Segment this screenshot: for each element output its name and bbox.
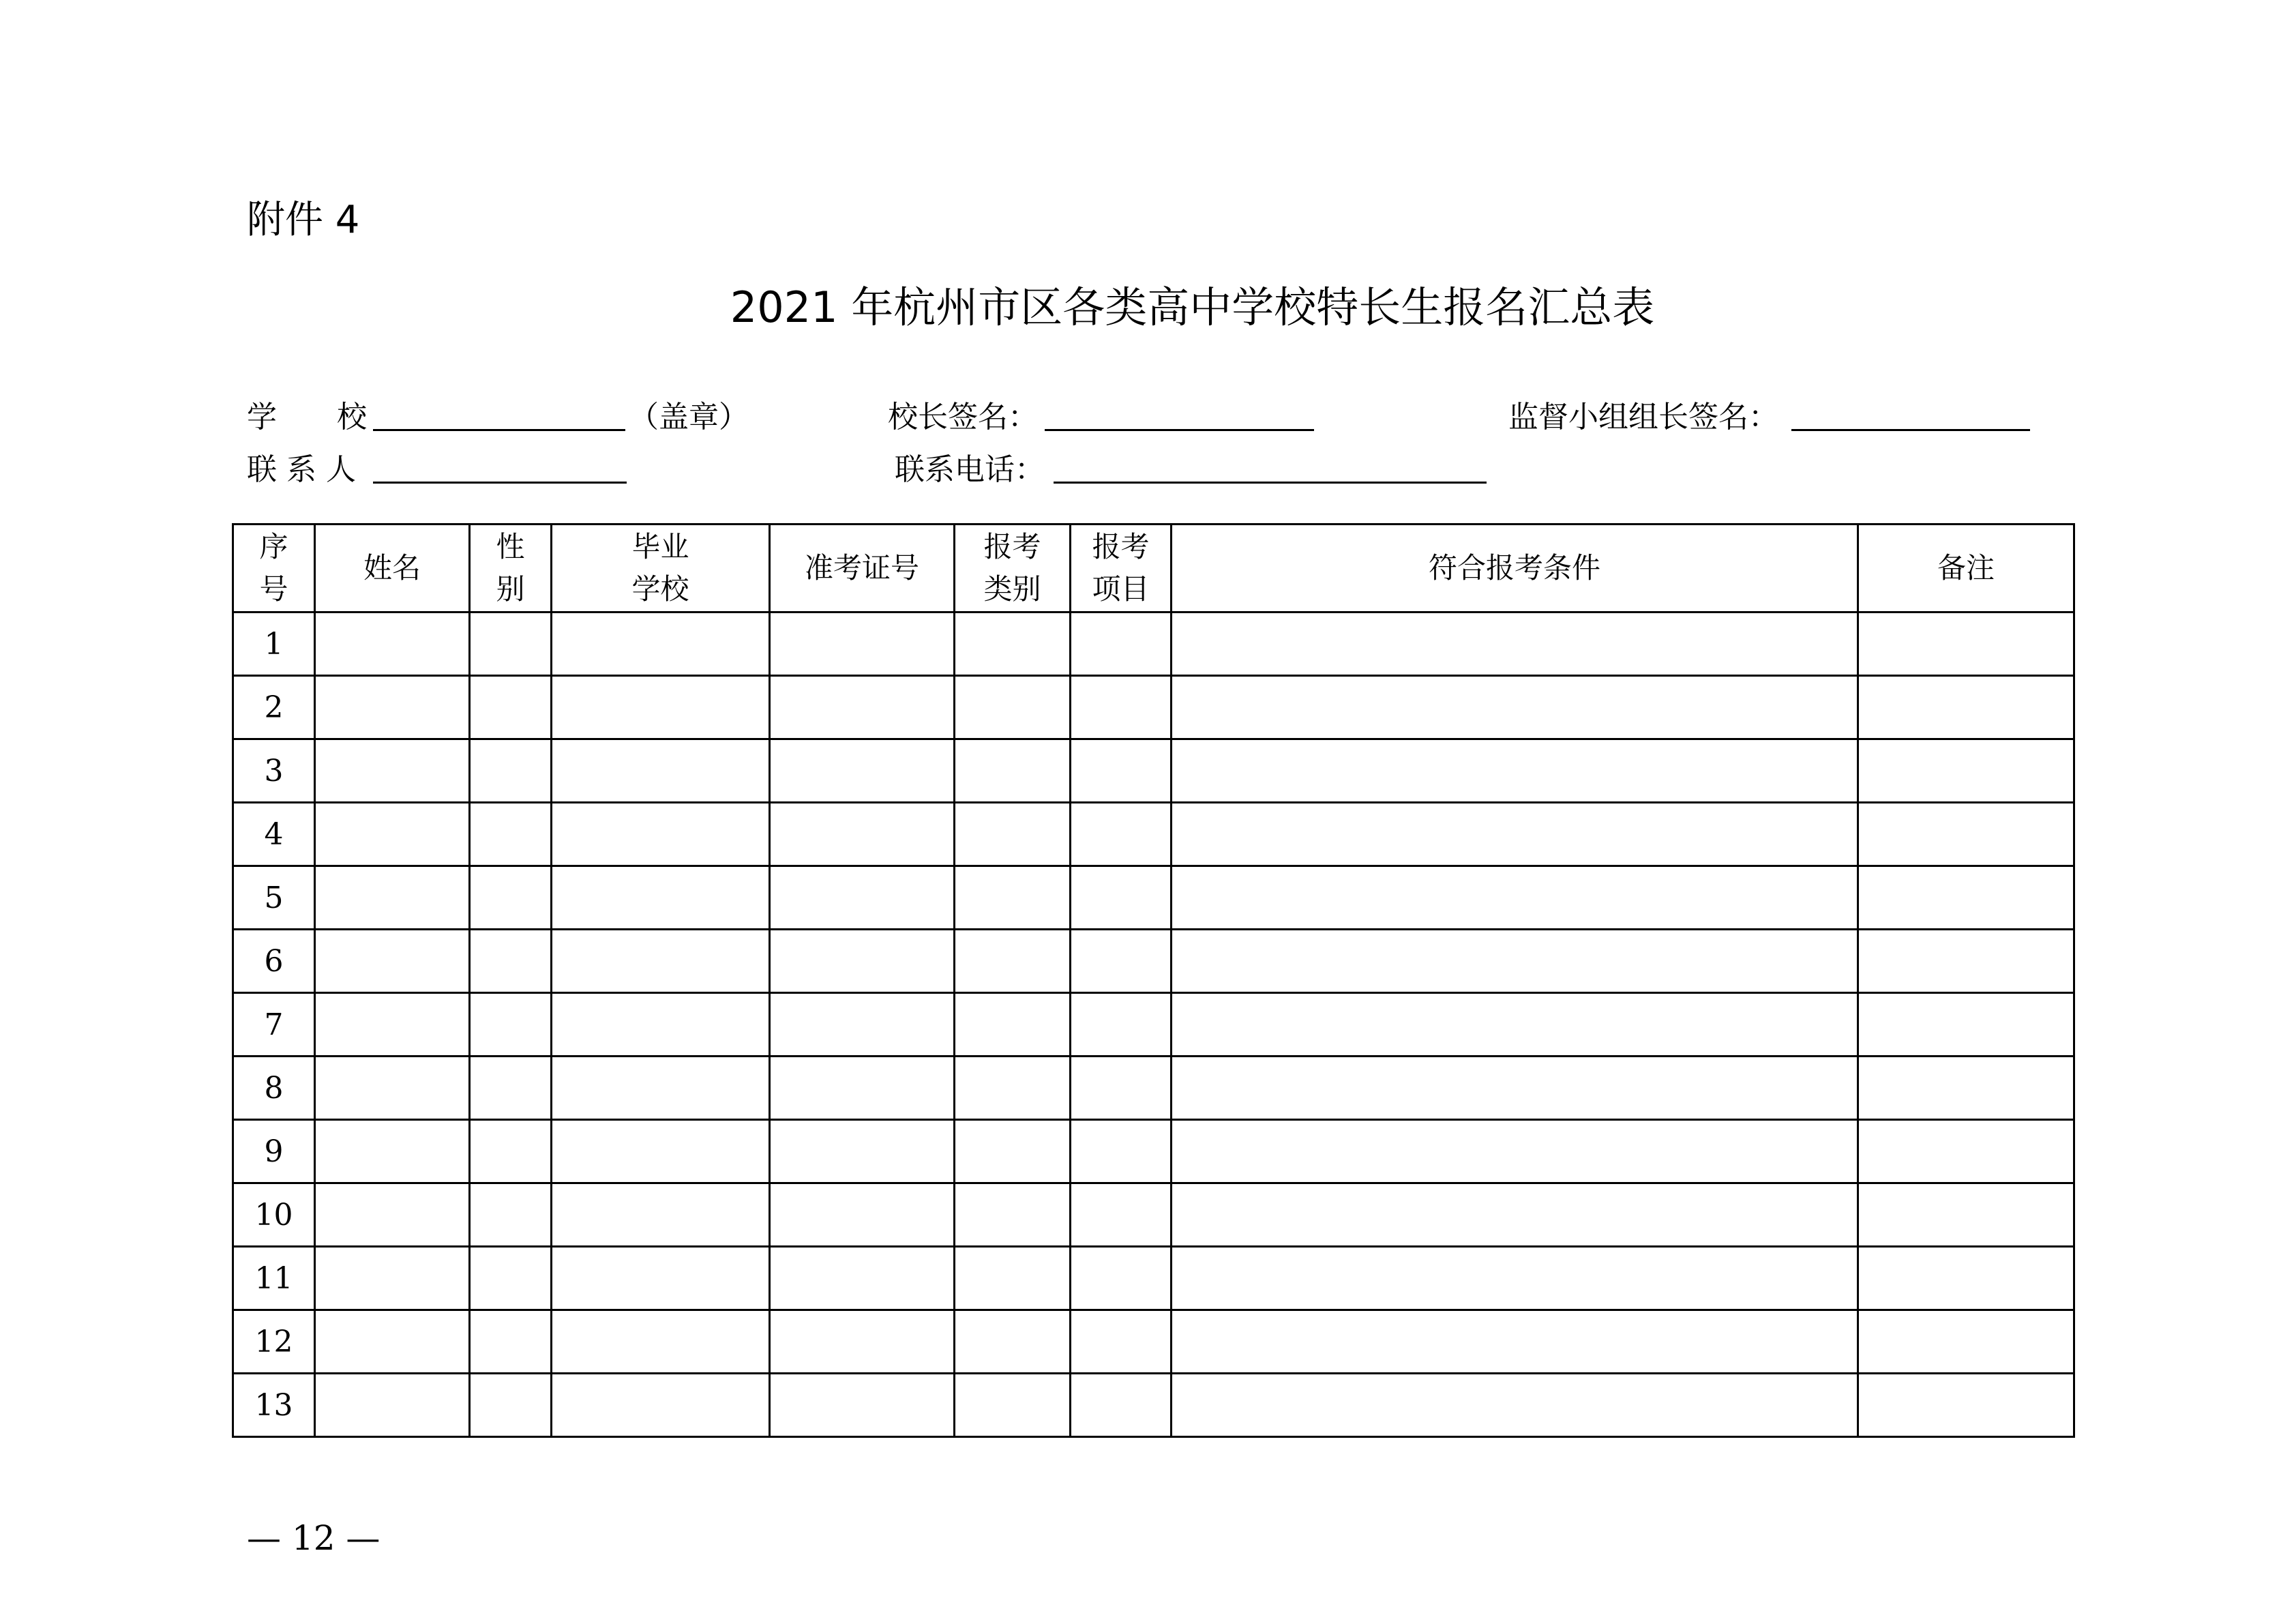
gender-cell[interactable] [470,1310,552,1374]
grad-school-cell[interactable] [552,676,770,739]
name-cell[interactable] [315,1183,470,1247]
item-cell[interactable] [1071,1120,1172,1183]
seq-cell: 6 [233,930,315,993]
exam-id-cell[interactable] [770,1057,955,1120]
seq-cell: 8 [233,1057,315,1120]
gender-cell[interactable] [470,1374,552,1437]
criteria-cell[interactable] [1172,803,1858,866]
table-row [233,1183,2074,1247]
criteria-cell[interactable] [1172,1057,1858,1120]
header-name: 姓名 [315,525,470,612]
gender-cell[interactable] [470,1120,552,1183]
category-cell[interactable] [955,1310,1071,1374]
seq-cell: 3 [233,739,315,803]
category-cell[interactable] [955,803,1071,866]
item-cell[interactable] [1071,866,1172,930]
table-row [233,1374,2074,1437]
name-cell[interactable] [315,676,470,739]
table-row [233,803,2074,866]
seq-cell: 11 [233,1247,315,1310]
header-seq: 序 号 [233,525,315,612]
principal-signature-field[interactable] [1045,402,1314,431]
header-criteria: 符合报考条件 [1172,525,1858,612]
criteria-cell[interactable] [1172,1374,1858,1437]
criteria-cell[interactable] [1172,1183,1858,1247]
header-item: 报考 项目 [1071,525,1172,612]
grad-school-cell[interactable] [552,1120,770,1183]
seq-cell: 1 [233,612,315,676]
gender-cell[interactable] [470,612,552,676]
exam-id-cell[interactable] [770,676,955,739]
exam-id-cell[interactable] [770,739,955,803]
name-cell[interactable] [315,612,470,676]
grad-school-cell[interactable] [552,612,770,676]
exam-id-cell[interactable] [770,1374,955,1437]
exam-id-cell[interactable] [770,803,955,866]
seq-cell: 5 [233,866,315,930]
notes-cell[interactable] [1858,1310,2074,1374]
gender-cell[interactable] [470,1247,552,1310]
item-cell[interactable] [1071,930,1172,993]
criteria-cell[interactable] [1172,676,1858,739]
item-cell[interactable] [1071,1057,1172,1120]
name-cell[interactable] [315,1120,470,1183]
contact-field[interactable] [373,454,627,484]
seal-note: （盖章） [629,400,749,434]
grad-school-cell[interactable] [552,1183,770,1247]
notes-cell[interactable] [1858,1247,2074,1310]
exam-id-cell[interactable] [770,612,955,676]
item-cell[interactable] [1071,1374,1172,1437]
principal-label: 校长签名： [888,400,1038,434]
criteria-cell[interactable] [1172,993,1858,1057]
name-cell[interactable] [315,1247,470,1310]
notes-cell[interactable] [1858,1374,2074,1437]
criteria-cell[interactable] [1172,1120,1858,1183]
table-row [233,676,2074,739]
header-category: 报考 类别 [955,525,1071,612]
grad-school-cell[interactable] [552,1374,770,1437]
category-cell[interactable] [955,1057,1071,1120]
notes-cell[interactable] [1858,803,2074,866]
item-cell[interactable] [1071,1247,1172,1310]
exam-id-cell[interactable] [770,1310,955,1374]
table-row [233,930,2074,993]
criteria-cell[interactable] [1172,866,1858,930]
category-cell[interactable] [955,1374,1071,1437]
notes-cell[interactable] [1858,866,2074,930]
supervisor-signature-field[interactable] [1791,402,2030,431]
gender-cell[interactable] [470,1057,552,1120]
grad-school-cell[interactable] [552,866,770,930]
school-label: 学 校 [247,400,367,434]
criteria-cell[interactable] [1172,612,1858,676]
exam-id-cell[interactable] [770,1120,955,1183]
grad-school-cell[interactable] [552,1057,770,1120]
seq-cell: 10 [233,1183,315,1247]
gender-cell[interactable] [470,993,552,1057]
item-cell[interactable] [1071,739,1172,803]
name-cell[interactable] [315,930,470,993]
table-row [233,612,2074,676]
school-field[interactable] [373,402,625,431]
exam-id-cell[interactable] [770,1247,955,1310]
header-notes: 备注 [1858,525,2074,612]
notes-cell[interactable] [1858,739,2074,803]
header-grad-school: 毕业 学校 [552,525,770,612]
registration-table [232,523,2075,1438]
category-cell[interactable] [955,866,1071,930]
gender-cell[interactable] [470,1183,552,1247]
notes-cell[interactable] [1858,612,2074,676]
table-row [233,993,2074,1057]
notes-cell[interactable] [1858,1183,2074,1247]
category-cell[interactable] [955,1120,1071,1183]
table-row [233,1310,2074,1374]
notes-cell[interactable] [1858,993,2074,1057]
seq-cell: 12 [233,1310,315,1374]
name-cell[interactable] [315,1374,470,1437]
name-cell[interactable] [315,993,470,1057]
category-cell[interactable] [955,993,1071,1057]
gender-cell[interactable] [470,866,552,930]
exam-id-cell[interactable] [770,1183,955,1247]
name-cell[interactable] [315,1310,470,1374]
phone-field[interactable] [1054,454,1487,484]
category-cell[interactable] [955,612,1071,676]
notes-cell[interactable] [1858,930,2074,993]
category-cell[interactable] [955,1183,1071,1247]
item-cell[interactable] [1071,1183,1172,1247]
supervisor-label: 监督小组组长签名： [1508,400,1778,434]
phone-label: 联系电话： [895,452,1045,487]
category-cell[interactable] [955,739,1071,803]
category-cell[interactable] [955,676,1071,739]
item-cell[interactable] [1071,612,1172,676]
table-row [233,1247,2074,1310]
attachment-label: 附件 4 [247,198,360,242]
table-header-row [233,525,2074,612]
item-cell[interactable] [1071,803,1172,866]
name-cell[interactable] [315,739,470,803]
criteria-cell[interactable] [1172,739,1858,803]
header-exam-id: 准考证号 [770,525,955,612]
seq-cell: 13 [233,1374,315,1437]
gender-cell[interactable] [470,739,552,803]
seq-cell: 2 [233,676,315,739]
criteria-cell[interactable] [1172,1247,1858,1310]
table-row [233,1057,2074,1120]
seq-cell: 4 [233,803,315,866]
grad-school-cell[interactable] [552,1310,770,1374]
item-cell[interactable] [1071,993,1172,1057]
exam-id-cell[interactable] [770,930,955,993]
page-title: 2021 年杭州市区各类高中学校特长生报名汇总表 [730,282,1655,332]
item-cell[interactable] [1071,1310,1172,1374]
gender-cell[interactable] [470,676,552,739]
table-row [233,739,2074,803]
seq-cell: 9 [233,1120,315,1183]
category-cell[interactable] [955,1247,1071,1310]
gender-cell[interactable] [470,930,552,993]
name-cell[interactable] [315,866,470,930]
category-cell[interactable] [955,930,1071,993]
contact-label: 联 系 人 [247,452,356,487]
name-cell[interactable] [315,1057,470,1120]
exam-id-cell[interactable] [770,866,955,930]
criteria-cell[interactable] [1172,1310,1858,1374]
criteria-cell[interactable] [1172,930,1858,993]
name-cell[interactable] [315,803,470,866]
grad-school-cell[interactable] [552,993,770,1057]
table-row [233,1120,2074,1183]
header-gender: 性 别 [470,525,552,612]
table-row [233,866,2074,930]
exam-id-cell[interactable] [770,993,955,1057]
page-number: — 12 — [247,1518,381,1558]
grad-school-cell[interactable] [552,1247,770,1310]
grad-school-cell[interactable] [552,930,770,993]
item-cell[interactable] [1071,676,1172,739]
notes-cell[interactable] [1858,1057,2074,1120]
notes-cell[interactable] [1858,676,2074,739]
grad-school-cell[interactable] [552,803,770,866]
gender-cell[interactable] [470,803,552,866]
grad-school-cell[interactable] [552,739,770,803]
seq-cell: 7 [233,993,315,1057]
notes-cell[interactable] [1858,1120,2074,1183]
